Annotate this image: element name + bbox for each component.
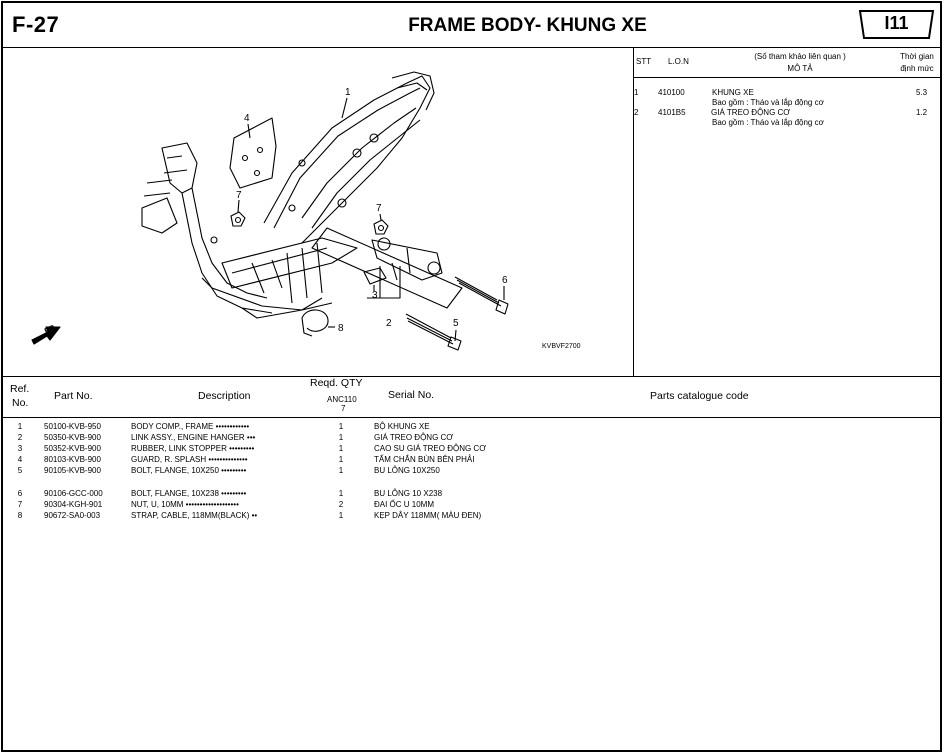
labor-name: KHUNG XE (712, 88, 754, 97)
ref-no: 5 (17, 466, 23, 475)
table-row (0, 511, 940, 522)
ref-no: 4 (17, 455, 23, 464)
description: BOLT, FLANGE, 10X238 ••••••••• (131, 489, 247, 498)
table-row (0, 455, 940, 466)
description: NUT, U, 10MM ••••••••••••••••••• (131, 500, 239, 509)
callout-7a: 7 (236, 190, 242, 201)
callout-8: 8 (338, 323, 344, 334)
page-title: FRAME BODY- KHUNG XE (408, 15, 647, 36)
labor-lon: 4101B5 (658, 108, 686, 117)
table-row (0, 444, 940, 455)
labor-stt: 1 (634, 88, 639, 97)
callout-5: 5 (453, 318, 459, 329)
page-tag: I11 (884, 13, 909, 33)
ref-no: 3 (17, 444, 23, 453)
col-qty-sub: 7 (341, 404, 346, 413)
description: LINK ASSY., ENGINE HANGER ••• (131, 433, 256, 442)
labor-note: Bao gồm : Tháo và lắp động cơ (712, 118, 824, 127)
labor-time: 1.2 (916, 108, 928, 117)
description: GUARD, R. SPLASH •••••••••••••• (131, 455, 248, 464)
callout-7b: 7 (376, 203, 382, 214)
col-serial: Serial No. (388, 389, 435, 401)
serial: BU LÔNG 10 X238 (374, 489, 443, 498)
labor-note: Bao gồm : Tháo và lắp động cơ (712, 98, 824, 107)
qty: 1 (338, 444, 344, 453)
part-no: 50100-KVB-950 (44, 422, 101, 431)
description: RUBBER, LINK STOPPER ••••••••• (131, 444, 255, 453)
parts-header-bottom (2, 417, 941, 418)
labor-time: 5.3 (916, 88, 928, 97)
part-no: 90105-KVB-900 (44, 466, 101, 475)
ref-no: 7 (17, 500, 23, 509)
col-ref: Ref. (10, 383, 30, 395)
ref-no: 8 (17, 511, 23, 520)
callout-6: 6 (502, 275, 508, 286)
col-lon: L.O.N (668, 57, 689, 66)
labor-name: GIÁ TREO ĐỘNG CƠ (711, 108, 791, 117)
col-desc: MÔ TẢ (787, 64, 813, 73)
col-qty-model: ANC110 (327, 395, 357, 404)
description: STRAP, CABLE, 118MM(BLACK) •• (131, 511, 258, 520)
table-row (0, 422, 940, 433)
qty: 1 (338, 489, 344, 498)
qty: 1 (338, 466, 344, 475)
qty: 1 (338, 455, 344, 464)
serial: BU LÔNG 10X250 (374, 466, 440, 475)
description: BODY COMP., FRAME •••••••••••• (131, 422, 250, 431)
serial: TẤM CHẮN BÙN BÊN PHẢI (374, 455, 475, 464)
description: BOLT, FLANGE, 10X250 ••••••••• (131, 466, 247, 475)
col-description: Description (198, 390, 251, 402)
model-code: KVBVF2700 (542, 343, 581, 350)
serial: ĐAI ỐC U 10MM (374, 500, 435, 509)
ref-no: 2 (17, 433, 23, 442)
part-no: 90672-SA0-003 (44, 511, 101, 520)
frame-exploded-diagram (2, 48, 632, 375)
parts-header-top (2, 376, 941, 377)
col-time-unit: định mức (900, 64, 934, 73)
table-row (0, 433, 940, 444)
part-no: 80103-KVB-900 (44, 455, 101, 464)
col-ref-no: No. (12, 397, 29, 409)
callout-3: 3 (372, 290, 378, 301)
serial: KẸP DÂY 118MM( MÀU ĐEN) (374, 511, 482, 520)
labor-stt: 2 (634, 108, 639, 117)
labor-header-divider (634, 77, 941, 78)
part-no: 90106-GCC-000 (44, 489, 103, 498)
callout-1: 1 (345, 87, 351, 98)
table-row (0, 500, 940, 511)
frame-drawing (32, 72, 508, 350)
part-no: 50350-KVB-900 (44, 433, 101, 442)
col-catalogue: Parts catalogue code (650, 390, 749, 402)
col-desc-ref: (Số tham khảo liên quan ) (754, 52, 846, 61)
callout-2: 2 (386, 318, 392, 329)
serial: GIÁ TREO ĐỘNG CƠ (374, 433, 454, 442)
ref-no: 1 (17, 422, 23, 431)
ref-no: 6 (17, 489, 23, 498)
qty: 1 (338, 511, 344, 520)
col-part-no: Part No. (54, 390, 93, 402)
qty: 2 (338, 500, 344, 509)
col-qty: Reqd. QTY (310, 377, 363, 389)
col-time: Thời gian (900, 52, 934, 61)
serial: CAO SU GIÁ TREO ĐỘNG CƠ (374, 444, 487, 453)
part-no: 50352-KVB-900 (44, 444, 101, 453)
labor-lon: 410100 (658, 88, 685, 97)
table-row (0, 489, 940, 500)
table-row (0, 466, 940, 477)
callout-4: 4 (244, 113, 250, 124)
front-label: FR. (43, 322, 59, 336)
part-no: 90304-KGH-901 (44, 500, 103, 509)
col-stt: STT (636, 57, 652, 66)
serial: BỘ KHUNG XE (374, 422, 430, 431)
figure-code: F-27 (12, 12, 60, 37)
qty: 1 (338, 433, 344, 442)
qty: 1 (338, 422, 344, 431)
